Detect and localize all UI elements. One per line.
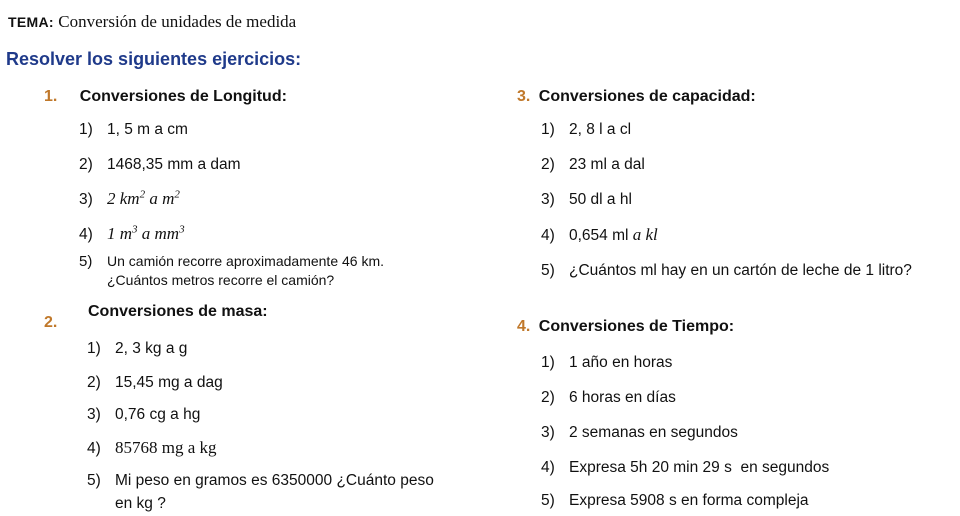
section-title: Conversiones de Longitud: — [79, 88, 287, 105]
list-item: 2) 15,45 mg a dag — [87, 374, 223, 391]
list-item: 3) 2 $km^2$ a $m^2$ — [79, 188, 180, 208]
section-number: 2. — [44, 314, 58, 331]
list-item: 2) 6 horas en días — [541, 389, 676, 406]
section-longitud-header — [44, 88, 287, 106]
list-item: 4) Expresa 5h 20 min 29 s en segundos — [541, 459, 830, 476]
topic-line — [8, 12, 296, 32]
section-number: 4. — [517, 318, 531, 335]
section-tiempo-header — [517, 318, 734, 336]
section-title: Conversiones de Tiempo: — [538, 318, 735, 335]
topic-value: Conversión de unidades de medida — [58, 12, 297, 31]
list-item: 4) 1 $m^3$ a $mm^3$ — [79, 223, 185, 243]
list-item: 5) Mi peso en gramos es 6350000 ¿Cuánto peso en kg ? — [87, 472, 434, 512]
list-item: 1) 1 año en horas — [541, 354, 673, 371]
section-number: 1. — [44, 88, 58, 105]
list-item: 1) 2, 3 kg a g — [87, 340, 188, 357]
list-item: 1) 1, 5 m a cm — [79, 121, 188, 138]
list-item: 2) 1468,35 mm a dam — [79, 156, 241, 173]
list-item: 4) 0,654 ml a kl — [541, 225, 658, 244]
list-item: 3) 0,76 cg a hg — [87, 406, 201, 423]
list-item: 5) Expresa 5908 s en forma compleja — [541, 492, 809, 509]
math-expression: 2 $km^2$ a $m^2$ — [107, 188, 180, 208]
section-capacidad-header — [517, 88, 756, 106]
instruction-heading: Resolver los siguientes ejercicios: — [6, 49, 302, 69]
section-number: 3. — [517, 88, 531, 105]
list-item: 5) Un camión recorre aproximadamente 46 km. ¿Cuántos metros recorre el camión? — [79, 253, 385, 288]
math-expression: 1 $m^3$ a $mm^3$ — [107, 223, 185, 243]
list-item: 2) 23 ml a dal — [541, 156, 645, 173]
list-item: 1) 2, 8 l a cl — [541, 121, 632, 138]
section-title: Conversiones de masa: — [88, 303, 268, 320]
list-item: 3) 2 semanas en segundos — [541, 424, 738, 441]
section-title: Conversiones de capacidad: — [538, 88, 756, 105]
topic-label: TEMA: — [8, 14, 54, 30]
list-item: 5) ¿Cuántos ml hay en un cartón de leche de 1 litro? — [541, 262, 912, 279]
list-item: 3) 50 dl a hl — [541, 191, 632, 208]
list-item: 4) 85768 mg a kg — [87, 438, 217, 457]
